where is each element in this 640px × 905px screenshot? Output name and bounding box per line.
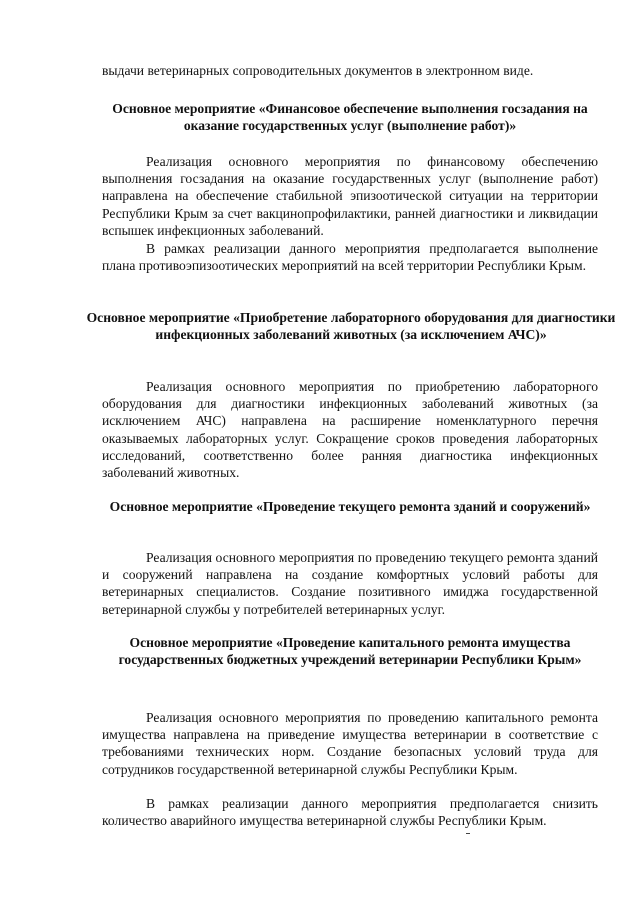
section-paragraph: Реализация основного мероприятия по проведению капитального ремонта имущества направлена на приведение имущества ветеринарии в соответствие с требованиями технических норм. Создание безопасных условий труда для сотрудников государственной ветеринарной службы Республики Крым. xyxy=(102,710,598,777)
section-heading-financial-support: Основное мероприятие «Финансовое обеспечение выполнения госзадания на оказание государственных услуг (выполнение работ)» xyxy=(112,101,588,134)
section-paragraph: Реализация основного мероприятия по проведению текущего ремонта зданий и сооружений направлена на создание комфортных условий работы для ветеринарных специалистов. Создание позитивного имиджа государственной ветеринарной службы у потребителей ветеринарных услуг. xyxy=(102,550,598,617)
intro-line: выдачи ветеринарных сопроводительных документов в электронном виде. xyxy=(102,63,534,78)
scan-mark xyxy=(466,833,470,834)
section-heading-current-repair: Основное мероприятие «Проведение текущего ремонта зданий и сооружений» xyxy=(109,499,591,514)
section-paragraph: В рамках реализации данного мероприятия предполагается выполнение плана противоэпизоотических мероприятий на всей территории Республики Крым. xyxy=(102,241,598,274)
section-heading-capital-repair: Основное мероприятие «Проведение капитального ремонта имущества государственных бюджетных учреждений ветеринарии Республики Крым» xyxy=(118,635,582,668)
section-heading-lab-equipment: Основное мероприятие «Приобретение лабораторного оборудования для диагностики инфекционных заболеваний животных (за исключением АЧС)» xyxy=(86,310,616,343)
section-paragraph: Реализация основного мероприятия по приобретению лабораторного оборудования для диагностики инфекционных заболеваний животных (за исключением АЧС) направлена на расширение номенклатурного перечня оказываемых лабораторных услуг. Сокращение сроков проведения лабораторных исследований, соответственно более ранняя диагностика инфекционных заболеваний животных. xyxy=(102,379,598,481)
section-paragraph: В рамках реализации данного мероприятия предполагается снизить количество аварийного имущества ветеринарной службы Республики Крым. xyxy=(102,796,598,829)
section-paragraph: Реализация основного мероприятия по финансовому обеспечению выполнения госзадания на оказание государственных услуг (выполнение работ) направлена на обеспечение стабильной эпизоотической ситуации на территории Республики Крым за счет вакцинопрофилактики, ранней диагностики и ликвидации вспышек инфекционных заболеваний. xyxy=(102,154,598,238)
